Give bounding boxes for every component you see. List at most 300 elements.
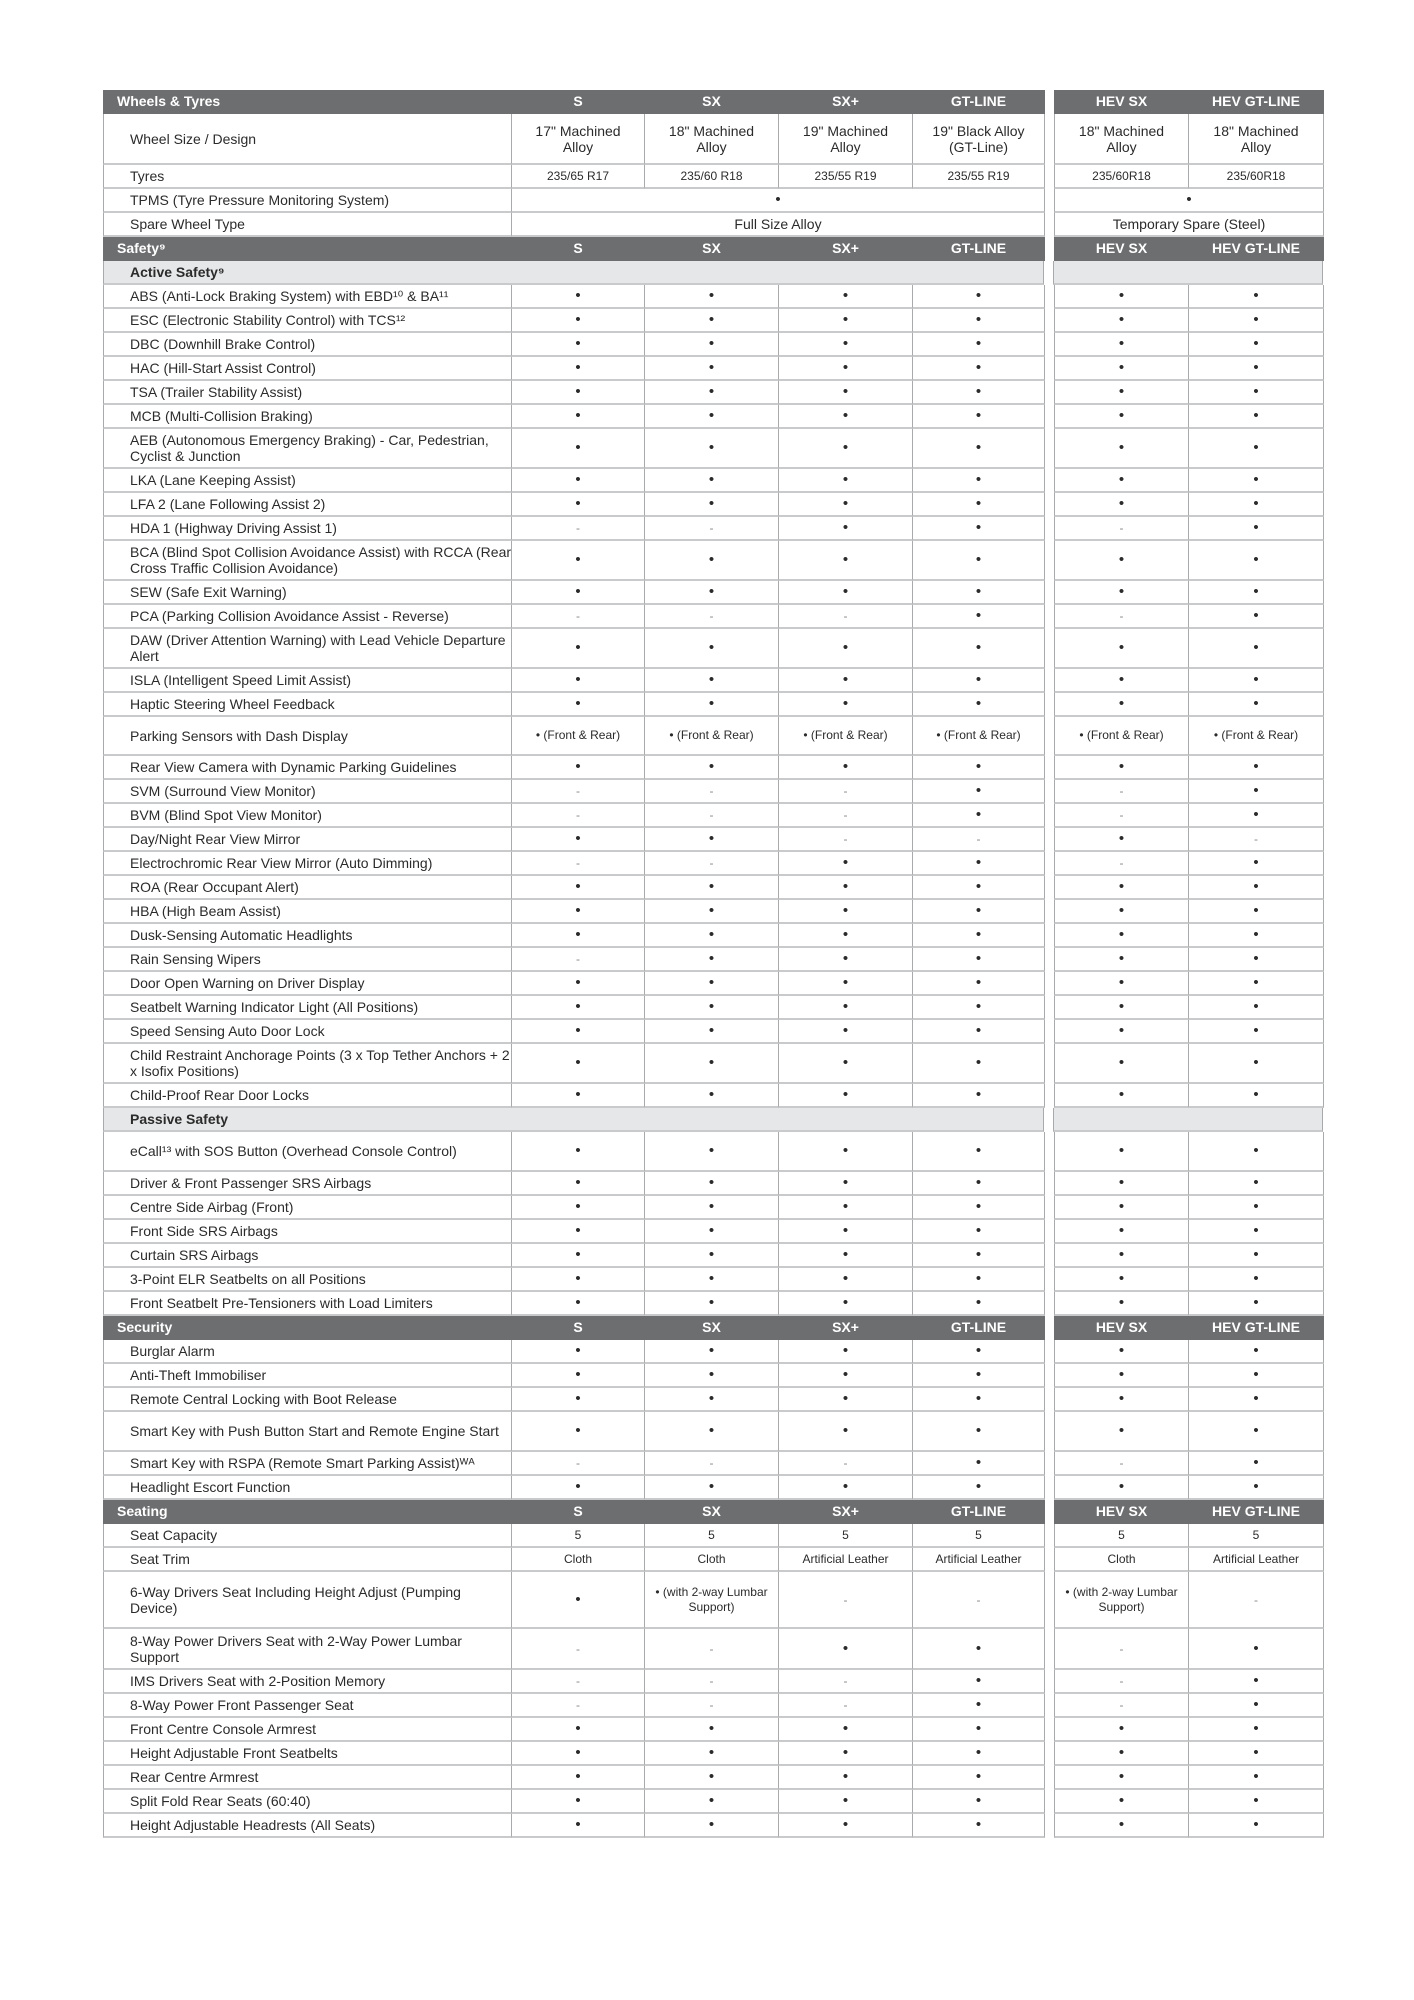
feature-value: •: [913, 357, 1045, 381]
table-row: [103, 1196, 1324, 1220]
feature-value: -: [1054, 804, 1189, 828]
feature-value: -: [779, 1694, 913, 1718]
feature-value: •: [779, 1790, 913, 1814]
column-header: HEV GT-LINE: [1189, 90, 1324, 114]
column-header: S: [512, 237, 645, 261]
feature-value: -: [512, 605, 645, 629]
feature-value: •: [913, 876, 1045, 900]
feature-value: •: [913, 493, 1045, 517]
feature-label: DAW (Driver Attention Warning) with Lead Vehicle Departure Alert: [103, 629, 512, 669]
feature-value: •: [1054, 669, 1189, 693]
feature-value: •: [1054, 1196, 1189, 1220]
feature-value: •: [512, 693, 645, 717]
feature-value: •: [645, 1020, 779, 1044]
feature-value: 235/55 R19: [913, 165, 1045, 189]
table-row: [103, 1524, 1324, 1548]
feature-value: Cloth: [1054, 1548, 1189, 1572]
feature-value: •: [1054, 756, 1189, 780]
table-row: [103, 828, 1324, 852]
column-gap: [1045, 972, 1054, 996]
feature-value: •: [1054, 924, 1189, 948]
feature-value: •: [913, 1742, 1045, 1766]
feature-value: •: [512, 541, 645, 581]
feature-value: •: [645, 1292, 779, 1316]
feature-value: •: [645, 469, 779, 493]
column-gap: [1045, 1524, 1054, 1548]
feature-value: •: [1189, 1670, 1324, 1694]
feature-value: •: [512, 1084, 645, 1108]
feature-value: •: [913, 1020, 1045, 1044]
feature-value: •: [512, 1132, 645, 1172]
feature-value: •: [645, 285, 779, 309]
feature-value: •: [779, 1132, 913, 1172]
feature-value: •: [512, 1044, 645, 1084]
feature-value: •: [512, 629, 645, 669]
feature-value: •: [913, 1452, 1045, 1476]
feature-value: •: [645, 1220, 779, 1244]
table-row: [103, 429, 1324, 469]
feature-label: Day/Night Rear View Mirror: [103, 828, 512, 852]
feature-value: • (with 2-way Lumbar Support): [645, 1572, 779, 1629]
column-gap: [1045, 1020, 1054, 1044]
feature-value: 5: [645, 1524, 779, 1548]
column-gap: [1045, 1244, 1054, 1268]
feature-value: -: [1054, 780, 1189, 804]
column-header: HEV SX: [1054, 237, 1189, 261]
table-row: [103, 1790, 1324, 1814]
column-gap: [1045, 717, 1054, 756]
section-header: [103, 1316, 1324, 1340]
feature-value: •: [779, 1044, 913, 1084]
subsection-blank: [1053, 1108, 1323, 1132]
feature-label: TSA (Trailer Stability Assist): [103, 381, 512, 405]
feature-value: •: [1189, 605, 1324, 629]
feature-value: •: [913, 469, 1045, 493]
table-row: [103, 1244, 1324, 1268]
feature-value: •: [512, 1292, 645, 1316]
column-gap: [1045, 828, 1054, 852]
feature-value: •: [913, 605, 1045, 629]
feature-value: •: [779, 1412, 913, 1452]
feature-value: •: [1054, 469, 1189, 493]
feature-value: •: [512, 333, 645, 357]
table-row: [103, 1340, 1324, 1364]
feature-value: 18" Machined Alloy: [645, 114, 779, 165]
feature-value: •: [512, 1814, 645, 1838]
column-header: SX+: [779, 1500, 913, 1524]
feature-label: Front Side SRS Airbags: [103, 1220, 512, 1244]
feature-label: Front Centre Console Armrest: [103, 1718, 512, 1742]
feature-value: 5: [1189, 1524, 1324, 1548]
feature-value: • (Front & Rear): [1189, 717, 1324, 756]
feature-label: Speed Sensing Auto Door Lock: [103, 1020, 512, 1044]
column-gap: [1045, 924, 1054, 948]
column-gap: [1045, 1268, 1054, 1292]
feature-value: •: [913, 309, 1045, 333]
feature-value: •: [645, 429, 779, 469]
feature-value: •: [779, 852, 913, 876]
column-gap: [1045, 405, 1054, 429]
column-gap: [1045, 189, 1054, 213]
table-row: [103, 693, 1324, 717]
column-gap: [1045, 605, 1054, 629]
feature-value: •: [1054, 1244, 1189, 1268]
feature-value: •: [645, 693, 779, 717]
column-gap: [1045, 1220, 1054, 1244]
feature-value: •: [1189, 1292, 1324, 1316]
column-gap: [1045, 1766, 1054, 1790]
feature-value: -: [645, 1670, 779, 1694]
feature-value: •: [913, 1476, 1045, 1500]
feature-value: •: [1189, 1244, 1324, 1268]
column-header: HEV GT-LINE: [1189, 237, 1324, 261]
feature-value: •: [512, 669, 645, 693]
feature-label: Driver & Front Passenger SRS Airbags: [103, 1172, 512, 1196]
table-row: [103, 469, 1324, 493]
feature-value: •: [1189, 1020, 1324, 1044]
feature-value: •: [779, 1476, 913, 1500]
feature-value: •: [1189, 852, 1324, 876]
column-gap: [1045, 1196, 1054, 1220]
feature-value: • (Front & Rear): [512, 717, 645, 756]
column-gap: [1045, 1790, 1054, 1814]
feature-value: •: [512, 429, 645, 469]
feature-value: •: [1054, 541, 1189, 581]
feature-value: 5: [512, 1524, 645, 1548]
feature-value: •: [913, 1670, 1045, 1694]
feature-value: •: [913, 405, 1045, 429]
feature-value: •: [1189, 876, 1324, 900]
feature-value: •: [1054, 1364, 1189, 1388]
feature-label: eCall¹³ with SOS Button (Overhead Console Control): [103, 1132, 512, 1172]
feature-value: •: [779, 1172, 913, 1196]
feature-value: •: [779, 1244, 913, 1268]
table-row: [103, 996, 1324, 1020]
feature-value: •: [645, 1044, 779, 1084]
column-header: HEV GT-LINE: [1189, 1500, 1324, 1524]
feature-label: ROA (Rear Occupant Alert): [103, 876, 512, 900]
feature-value: •: [645, 1814, 779, 1838]
feature-value: •: [1189, 1742, 1324, 1766]
feature-label: Tyres: [103, 165, 512, 189]
feature-value: -: [512, 948, 645, 972]
feature-value: •: [1054, 333, 1189, 357]
feature-label: Door Open Warning on Driver Display: [103, 972, 512, 996]
feature-value: •: [645, 581, 779, 605]
feature-value: •: [512, 1172, 645, 1196]
feature-value: •: [1189, 804, 1324, 828]
feature-value: •: [1054, 1814, 1189, 1838]
table-row: [103, 1742, 1324, 1766]
feature-label: Child Restraint Anchorage Points (3 x Top Tether Anchors + 2 x Isofix Positions): [103, 1044, 512, 1084]
column-gap: [1045, 1814, 1054, 1838]
feature-value: -: [1054, 605, 1189, 629]
feature-value: •: [913, 1132, 1045, 1172]
feature-label: MCB (Multi-Collision Braking): [103, 405, 512, 429]
column-gap: [1045, 1084, 1054, 1108]
column-gap: [1045, 1340, 1054, 1364]
feature-value: •: [1054, 1790, 1189, 1814]
column-gap: [1045, 1548, 1054, 1572]
feature-value: •: [779, 1268, 913, 1292]
feature-label: PCA (Parking Collision Avoidance Assist - Reverse): [103, 605, 512, 629]
feature-value: •: [645, 1412, 779, 1452]
feature-value: •: [913, 972, 1045, 996]
feature-value: •: [1054, 493, 1189, 517]
feature-value: •: [1189, 756, 1324, 780]
feature-value: •: [512, 1572, 645, 1629]
feature-value: •: [645, 924, 779, 948]
feature-value: •: [779, 333, 913, 357]
feature-value: •: [779, 1629, 913, 1670]
feature-label: 8-Way Power Drivers Seat with 2-Way Power Lumbar Support: [103, 1629, 512, 1670]
feature-value: •: [645, 1388, 779, 1412]
feature-value: •: [1189, 669, 1324, 693]
feature-value: -: [512, 804, 645, 828]
column-gap: [1045, 1044, 1054, 1084]
feature-value: •: [1189, 405, 1324, 429]
column-header: GT-LINE: [913, 90, 1045, 114]
feature-value: -: [1189, 1572, 1324, 1629]
feature-value: •: [913, 285, 1045, 309]
feature-value: -: [1054, 1694, 1189, 1718]
feature-value: •: [1054, 1388, 1189, 1412]
feature-value: • (with 2-way Lumbar Support): [1054, 1572, 1189, 1629]
feature-value: •: [779, 876, 913, 900]
column-gap: [1045, 1388, 1054, 1412]
column-gap: [1045, 114, 1054, 165]
feature-value: • (Front & Rear): [913, 717, 1045, 756]
feature-value: 5: [779, 1524, 913, 1548]
column-gap: [1045, 309, 1054, 333]
column-gap: [1045, 1742, 1054, 1766]
feature-value: •: [1054, 309, 1189, 333]
column-gap: [1045, 852, 1054, 876]
feature-value: •: [1189, 1196, 1324, 1220]
table-row: [103, 1292, 1324, 1316]
feature-value: •: [512, 285, 645, 309]
feature-value: -: [1189, 828, 1324, 852]
feature-value: •: [645, 629, 779, 669]
feature-value: •: [1189, 996, 1324, 1020]
feature-value: •: [512, 756, 645, 780]
feature-value: -: [512, 517, 645, 541]
table-row: [103, 924, 1324, 948]
feature-value: •: [913, 1388, 1045, 1412]
column-header: GT-LINE: [913, 237, 1045, 261]
feature-label: Seat Capacity: [103, 1524, 512, 1548]
feature-value: •: [512, 1412, 645, 1452]
feature-value: •: [913, 1790, 1045, 1814]
feature-value: •: [645, 1172, 779, 1196]
subsection-row: [103, 1108, 1324, 1132]
column-gap: [1045, 469, 1054, 493]
feature-value: •: [913, 1220, 1045, 1244]
feature-value: -: [779, 605, 913, 629]
feature-label: Headlight Escort Function: [103, 1476, 512, 1500]
table-row: [103, 381, 1324, 405]
feature-label: Seatbelt Warning Indicator Light (All Positions): [103, 996, 512, 1020]
feature-value: •: [1054, 285, 1189, 309]
feature-value: -: [1054, 1629, 1189, 1670]
column-gap: [1045, 900, 1054, 924]
feature-value: •: [913, 693, 1045, 717]
feature-value: •: [512, 581, 645, 605]
feature-label: Front Seatbelt Pre-Tensioners with Load Limiters: [103, 1292, 512, 1316]
column-header: S: [512, 1316, 645, 1340]
table-row: [103, 517, 1324, 541]
feature-value: -: [779, 780, 913, 804]
feature-value: •: [512, 924, 645, 948]
feature-value: •: [1054, 948, 1189, 972]
feature-value: -: [1054, 1670, 1189, 1694]
feature-value: •: [779, 1388, 913, 1412]
feature-value: •: [779, 1718, 913, 1742]
feature-value: •: [1054, 900, 1189, 924]
column-gap: [1045, 1316, 1054, 1340]
feature-value: •: [913, 996, 1045, 1020]
section-title: Seating: [103, 1500, 512, 1524]
feature-value: •: [645, 541, 779, 581]
feature-value: -: [779, 1452, 913, 1476]
column-gap: [1045, 1364, 1054, 1388]
feature-value: •: [779, 756, 913, 780]
feature-label: Remote Central Locking with Boot Release: [103, 1388, 512, 1412]
feature-value: •: [1189, 1340, 1324, 1364]
feature-value: •: [779, 429, 913, 469]
feature-value: -: [913, 1572, 1045, 1629]
feature-label: Rain Sensing Wipers: [103, 948, 512, 972]
feature-label: SEW (Safe Exit Warning): [103, 581, 512, 605]
feature-value: •: [913, 429, 1045, 469]
feature-value: •: [1189, 517, 1324, 541]
feature-value: -: [512, 1670, 645, 1694]
feature-value: -: [1054, 1452, 1189, 1476]
feature-value: •: [779, 924, 913, 948]
column-gap: [1045, 357, 1054, 381]
feature-value: •: [779, 948, 913, 972]
table-row: [103, 541, 1324, 581]
feature-value: •: [1054, 996, 1189, 1020]
feature-label: AEB (Autonomous Emergency Braking) - Car, Pedestrian, Cyclist & Junction: [103, 429, 512, 469]
subsection-row: [103, 261, 1324, 285]
feature-value: •: [1189, 1629, 1324, 1670]
table-row: [103, 669, 1324, 693]
feature-value: • (Front & Rear): [1054, 717, 1189, 756]
table-row: [103, 1172, 1324, 1196]
feature-value: •: [1189, 1718, 1324, 1742]
feature-value: -: [512, 780, 645, 804]
feature-value: •: [779, 1084, 913, 1108]
feature-value: •: [1054, 581, 1189, 605]
feature-label: Height Adjustable Headrests (All Seats): [103, 1814, 512, 1838]
table-row: [103, 1044, 1324, 1084]
feature-value: •: [913, 1718, 1045, 1742]
feature-value: •: [779, 309, 913, 333]
feature-value: •: [512, 1268, 645, 1292]
feature-value: -: [645, 517, 779, 541]
table-row: [103, 876, 1324, 900]
feature-value: •: [1189, 1084, 1324, 1108]
table-row: [103, 493, 1324, 517]
feature-value: -: [512, 1694, 645, 1718]
feature-label: Anti-Theft Immobiliser: [103, 1364, 512, 1388]
feature-label: ISLA (Intelligent Speed Limit Assist): [103, 669, 512, 693]
feature-value: •: [779, 1020, 913, 1044]
feature-value: •: [1189, 1694, 1324, 1718]
feature-value: •: [1054, 972, 1189, 996]
feature-value: Temporary Spare (Steel): [1054, 213, 1324, 237]
table-row: [103, 756, 1324, 780]
column-gap: [1045, 876, 1054, 900]
column-gap: [1045, 517, 1054, 541]
table-row: [103, 114, 1324, 165]
feature-value: •: [913, 1340, 1045, 1364]
feature-value: •: [779, 541, 913, 581]
feature-value: •: [913, 756, 1045, 780]
feature-value: •: [1189, 924, 1324, 948]
feature-value: •: [1189, 469, 1324, 493]
feature-value: •: [913, 541, 1045, 581]
feature-value: •: [512, 876, 645, 900]
table-row: [103, 405, 1324, 429]
table-row: [103, 1694, 1324, 1718]
feature-value: •: [1054, 1172, 1189, 1196]
feature-value: •: [645, 996, 779, 1020]
feature-value: •: [913, 1766, 1045, 1790]
table-row: [103, 581, 1324, 605]
feature-value: •: [779, 1340, 913, 1364]
table-row: [103, 1476, 1324, 1500]
feature-label: Smart Key with RSPA (Remote Smart Parking Assist)ᵂᴬ: [103, 1452, 512, 1476]
feature-value: •: [1054, 381, 1189, 405]
feature-value: •: [645, 1718, 779, 1742]
feature-value: •: [1054, 1742, 1189, 1766]
feature-value: •: [645, 828, 779, 852]
feature-value: -: [779, 804, 913, 828]
column-gap: [1045, 1476, 1054, 1500]
feature-value: •: [645, 1196, 779, 1220]
feature-value: •: [913, 333, 1045, 357]
column-gap: [1045, 1572, 1054, 1629]
feature-value: •: [645, 1244, 779, 1268]
feature-value: •: [1054, 1020, 1189, 1044]
column-header: HEV SX: [1054, 1316, 1189, 1340]
section-title: Wheels & Tyres: [103, 90, 512, 114]
feature-value: •: [1054, 1220, 1189, 1244]
table-row: [103, 165, 1324, 189]
table-row: [103, 1220, 1324, 1244]
table-row: [103, 189, 1324, 213]
feature-value: 18" Machined Alloy: [1054, 114, 1189, 165]
feature-value: •: [512, 1364, 645, 1388]
feature-value: •: [512, 996, 645, 1020]
feature-value: •: [1189, 1044, 1324, 1084]
subsection-title: Active Safety⁹: [103, 261, 1044, 285]
feature-value: •: [1189, 1132, 1324, 1172]
feature-value: •: [1054, 629, 1189, 669]
feature-value: •: [913, 1084, 1045, 1108]
feature-value: •: [512, 469, 645, 493]
feature-value: •: [913, 924, 1045, 948]
feature-value: •: [913, 1694, 1045, 1718]
table-row: [103, 852, 1324, 876]
table-row: [103, 1132, 1324, 1172]
feature-value: •: [913, 1412, 1045, 1452]
feature-value: -: [512, 1629, 645, 1670]
feature-label: 8-Way Power Front Passenger Seat: [103, 1694, 512, 1718]
feature-label: Split Fold Rear Seats (60:40): [103, 1790, 512, 1814]
